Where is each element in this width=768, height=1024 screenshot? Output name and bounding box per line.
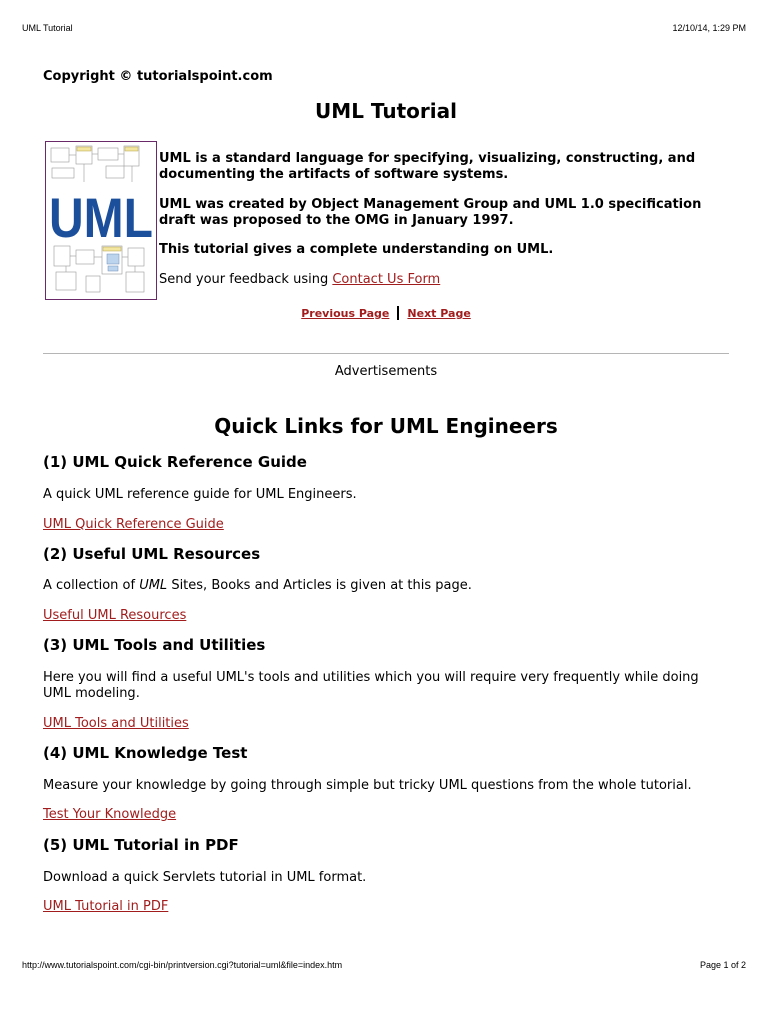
knowledge-test-link[interactable]: Test Your Knowledge: [43, 807, 177, 822]
previous-page-link[interactable]: Previous Page: [301, 307, 390, 320]
intro-text: [159, 151, 729, 299]
description-emphasis: UML: [139, 578, 168, 593]
copyright-notice: Copyright © tutorialspoint.com: [43, 69, 273, 84]
print-footer: [22, 960, 746, 970]
feedback-line: [159, 272, 729, 288]
advertisements-label: Advertisements: [334, 364, 438, 379]
print-doc-title: UML Tutorial: [22, 23, 73, 33]
svg-text:UML: UML: [49, 186, 153, 249]
page-count: Page 1 of 2: [699, 960, 746, 970]
print-header: [22, 23, 746, 33]
section-description: [43, 578, 729, 594]
section-description: Measure your knowledge by going through simple but tricky UML questions from the whole tutorial.: [43, 778, 692, 793]
feedback-text: Send your feedback using: [159, 272, 333, 287]
section-heading: (5) UML Tutorial in PDF: [43, 836, 239, 854]
next-page-link[interactable]: Next Page: [407, 307, 471, 320]
section-description: Here you will find a useful UML's tools and utilities which you will require very frequently while doing UML modeling.: [43, 670, 699, 701]
print-url: http://www.tutorialspoint.com/cgi-bin/printversion.cgi?tutorial=uml&file=index.htm: [22, 960, 343, 970]
uml-logo-icon: [45, 141, 157, 300]
tutorial-pdf-link[interactable]: UML Tutorial in PDF: [43, 899, 169, 914]
quick-links-title: Quick Links for UML Engineers: [214, 414, 558, 438]
section-heading: (3) UML Tools and Utilities: [43, 636, 266, 654]
section-description: A quick UML reference guide for UML Engineers.: [43, 487, 357, 502]
description-text: A collection of: [43, 578, 140, 593]
pager-separator: [397, 306, 399, 320]
intro-paragraph-2: UML was created by Object Management Group and UML 1.0 specification draft was proposed to the OMG in January 1997.: [159, 197, 702, 228]
contact-us-link[interactable]: Contact Us Form: [332, 272, 441, 287]
intro-paragraph-1: UML is a standard language for specifying, visualizing, constructing, and documenting the artifacts of software systems.: [159, 151, 696, 182]
description-text: Sites, Books and Articles is given at this page.: [167, 578, 472, 593]
divider: [43, 353, 729, 354]
intro-paragraph-3: This tutorial gives a complete understanding on UML.: [159, 242, 554, 257]
section-heading: (2) Useful UML Resources: [43, 545, 261, 563]
section-description: Download a quick Servlets tutorial in UML format.: [43, 870, 367, 885]
useful-resources-link[interactable]: Useful UML Resources: [43, 608, 187, 623]
pager: [43, 306, 729, 320]
section-heading: (1) UML Quick Reference Guide: [43, 453, 307, 471]
tools-utilities-link[interactable]: UML Tools and Utilities: [43, 716, 189, 731]
section-heading: (4) UML Knowledge Test: [43, 744, 248, 762]
print-datetime: 12/10/14, 1:29 PM: [672, 23, 746, 33]
page-title: UML Tutorial: [315, 99, 457, 123]
quick-reference-link[interactable]: UML Quick Reference Guide: [43, 517, 224, 532]
